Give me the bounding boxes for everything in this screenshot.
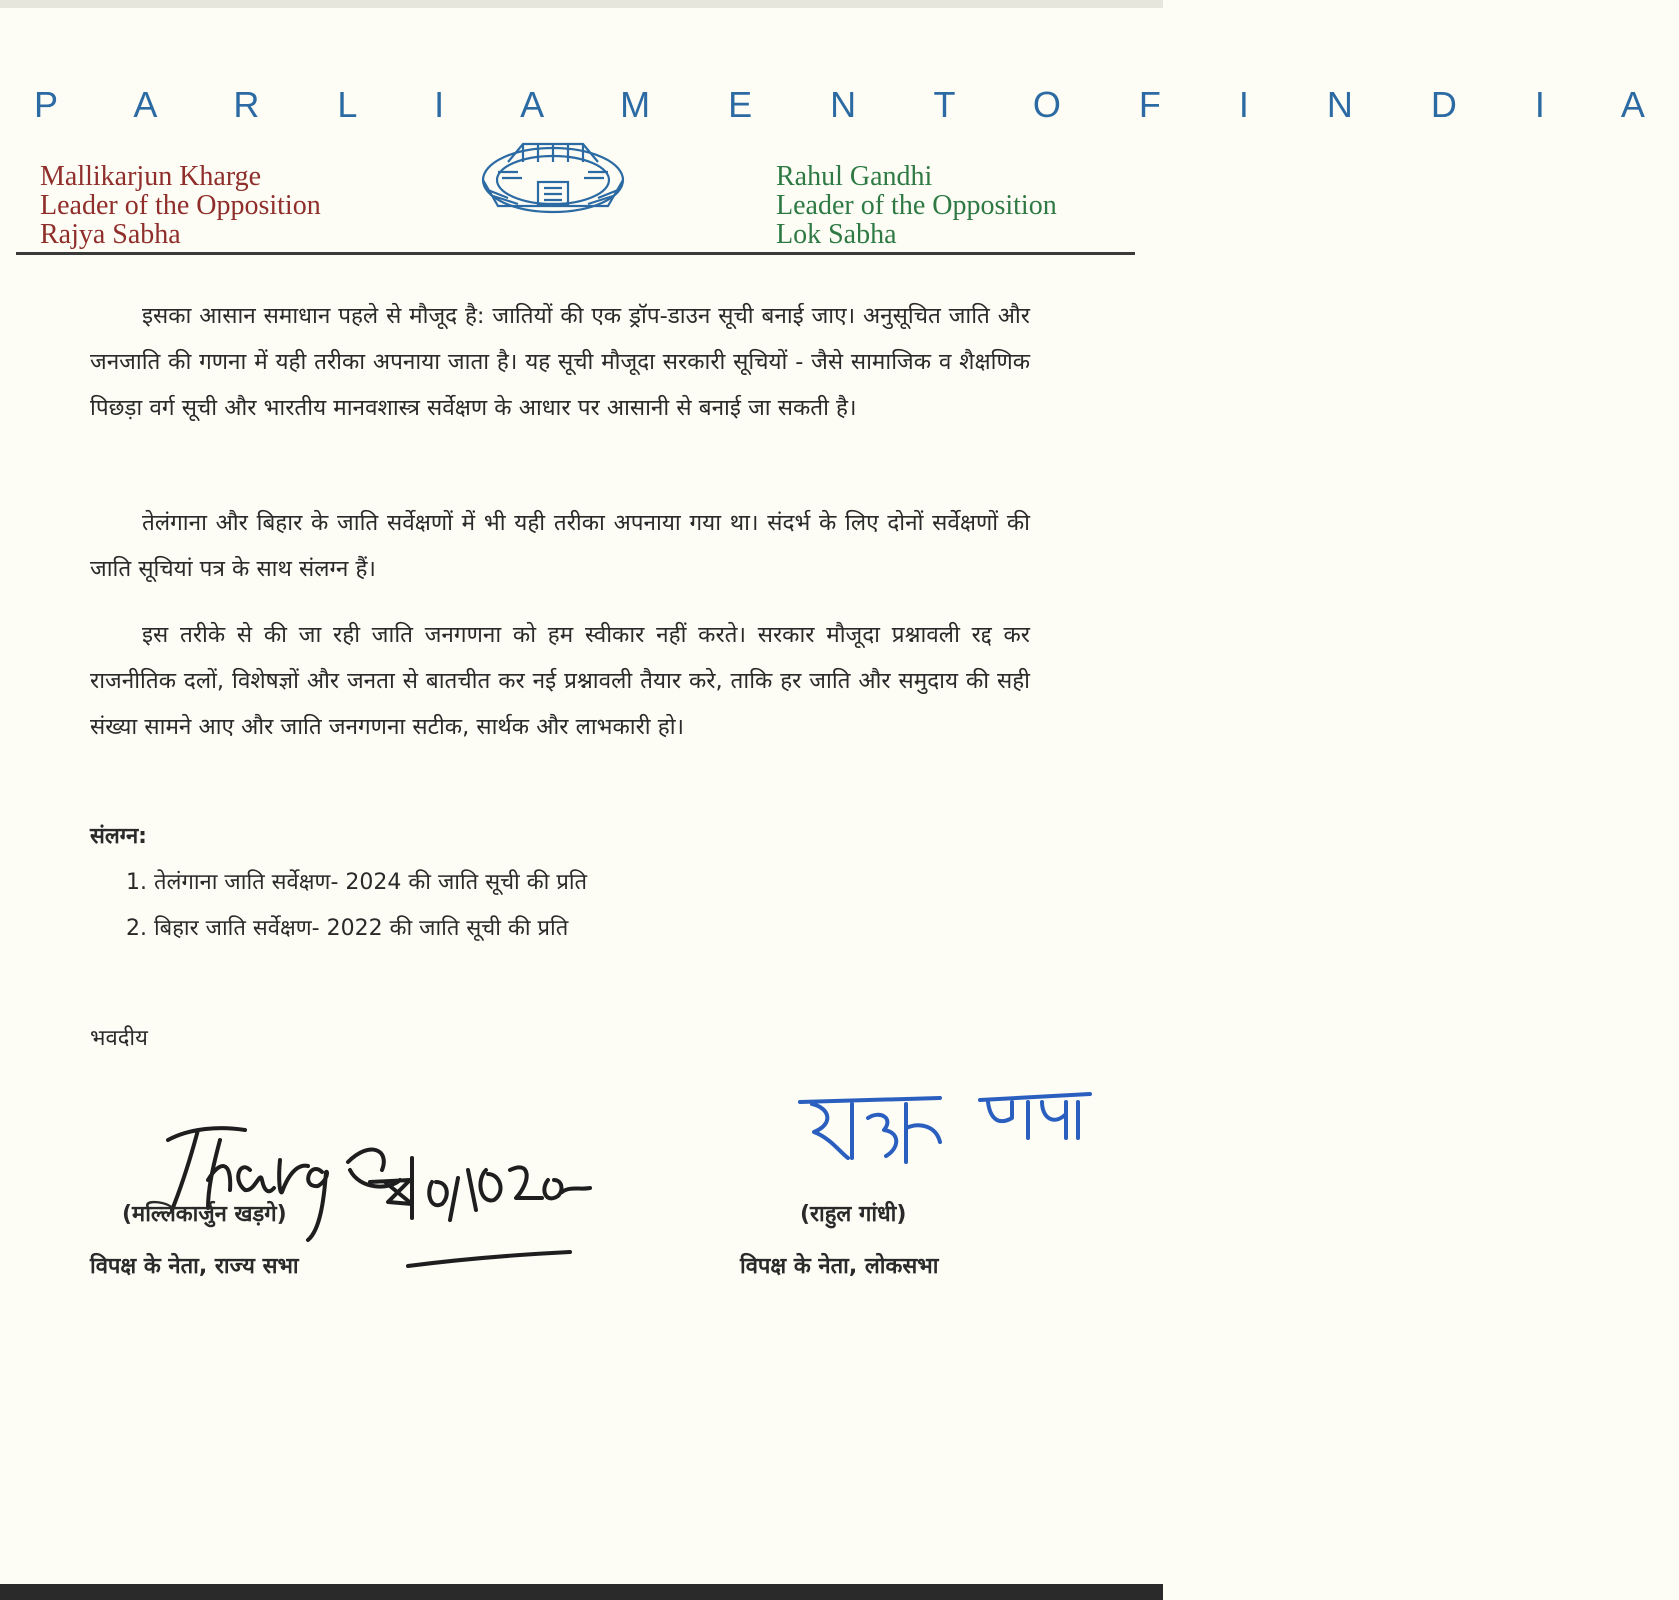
body-paragraph: इसका आसान समाधान पहले से मौजूद है: जातियों की एक ड्रॉप-डाउन सूची बनाई जाए। अनुसूचित जाति और जनजाति की गणना में यही तरीका अपनाया जाता है। यह सूची मौजूदा सरकारी सूचियों - जैसे सामाजिक व शैक्षणिक पिछड़ा वर्ग सूची और भारतीय मानवशास्त्र सर्वेक्षण के आधार पर आसानी से बनाई जा सकती है। (90, 303, 1030, 421)
body-paragraph: तेलंगाना और बिहार के जाति सर्वेक्षणों में भी यही तरीका अपनाया गया था। संदर्भ के लिए दोनों सर्वेक्षणों की जाति सूचियां पत्र के साथ संलग्न हैं। (90, 510, 1030, 582)
closing-salutation: भवदीय (90, 1026, 148, 1051)
enclosures-title: संलग्न: (90, 824, 147, 849)
bottom-edge (0, 1584, 1163, 1600)
top-edge (0, 0, 1163, 8)
left-signatory-name: (मल्लिकार्जुन खड़गे) (122, 1202, 287, 1227)
right-signatory-name: (राहुल गांधी) (800, 1202, 907, 1227)
left-designation: Leader of the Opposition (40, 190, 321, 221)
left-name: Mallikarjun Kharge (40, 161, 262, 192)
right-name: Rahul Gandhi (776, 161, 933, 192)
right-letterhead (776, 162, 1057, 249)
body-paragraph-2-block (90, 500, 1030, 592)
institution-title: P A R L I A M E N T O F I N D I A (34, 84, 1679, 125)
enclosures-list (126, 860, 587, 952)
header-divider (16, 252, 1135, 255)
body-paragraph-1-block (90, 293, 1030, 431)
enclosure-item: 1. तेलंगाना जाति सर्वेक्षण- 2024 की जाति सूची की प्रति (126, 870, 588, 895)
enclosure-item: 2. बिहार जाति सर्वेक्षण- 2022 की जाति सूची की प्रति (126, 916, 569, 941)
body-paragraph: इस तरीके से की जा रही जाति जनगणना को हम स्वीकार नहीं करते। सरकार मौजूदा प्रश्नावली रद्द कर राजनीतिक दलों, विशेषज्ञों और जनता से बातचीत कर नई प्रश्नावली तैयार करे, ताकि हर जाति और समुदाय की सही संख्या सामने आए और जाति जनगणना सटीक, सार्थक और लाभकारी हो। (90, 622, 1030, 740)
parliament-building-emblem (478, 132, 628, 224)
left-house: Rajya Sabha (40, 219, 181, 250)
right-signatory-designation: विपक्ष के नेता, लोकसभा (740, 1254, 939, 1279)
right-designation: Leader of the Opposition (776, 190, 1057, 221)
left-letterhead (40, 162, 321, 249)
right-house: Lok Sabha (776, 219, 897, 250)
body-paragraph-3-block (90, 612, 1030, 750)
left-signatory-designation: विपक्ष के नेता, राज्य सभा (90, 1254, 299, 1279)
rahul-gandhi-signature (790, 1078, 1120, 1188)
